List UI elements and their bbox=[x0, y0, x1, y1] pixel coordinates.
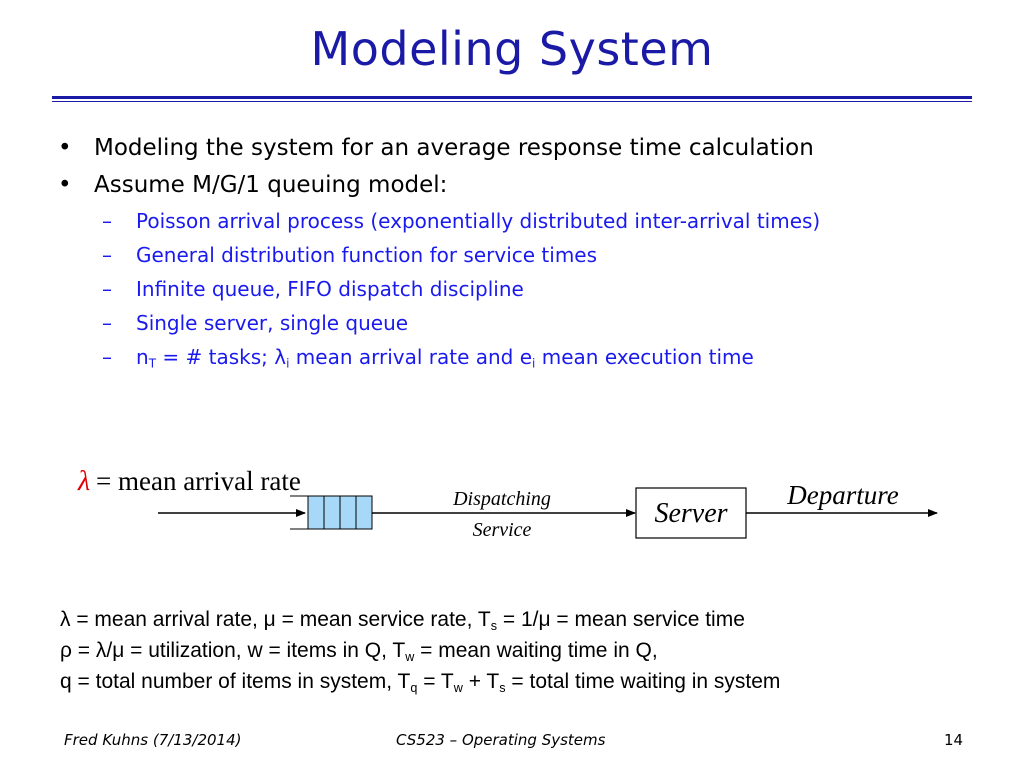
definition-subscript: w bbox=[453, 680, 463, 695]
tasks-text: = # tasks; λ bbox=[156, 345, 287, 369]
arrival-rate-label: = mean arrival rate bbox=[96, 466, 301, 496]
sub-bullet-dash: – bbox=[102, 209, 112, 233]
definition-text: = mean waiting time in Q, bbox=[414, 639, 658, 662]
lambda-symbol: λ bbox=[78, 466, 91, 497]
departure-label: Departure bbox=[787, 480, 899, 510]
service-label: Service bbox=[472, 519, 532, 541]
n-symbol: n bbox=[136, 345, 149, 369]
definition-subscript: q bbox=[410, 680, 418, 695]
definition-subscript: s bbox=[499, 680, 506, 695]
sub-bullet-dash: – bbox=[102, 311, 112, 335]
sub-bullet-text: Poisson arrival process (exponentially distributed inter-arrival times) bbox=[136, 209, 821, 233]
queue-slot bbox=[308, 496, 324, 529]
slide-title: Modeling System bbox=[310, 22, 714, 76]
queue-slot bbox=[340, 496, 356, 529]
page-number: 14 bbox=[944, 731, 964, 749]
dispatching-label: Dispatching bbox=[453, 488, 551, 510]
footer-course: CS523 – Operating Systems bbox=[396, 731, 606, 749]
bullet-dot: • bbox=[58, 135, 72, 161]
sub-bullet-text: Infinite queue, FIFO dispatch discipline bbox=[136, 277, 524, 301]
queue-buffer bbox=[308, 496, 372, 529]
bullet-dot: • bbox=[58, 172, 72, 198]
definition-line bbox=[60, 635, 780, 666]
bullet-text: Modeling the system for an average response time calculation bbox=[94, 135, 814, 161]
queue-slot bbox=[324, 496, 340, 529]
e-subscript: i bbox=[532, 356, 536, 371]
arrival-text: mean arrival rate and e bbox=[289, 345, 533, 369]
definition-text: λ = mean arrival rate, μ = mean service rate, T bbox=[60, 608, 491, 631]
queue-slot bbox=[356, 496, 372, 529]
sub-bullet-dash: – bbox=[102, 345, 112, 369]
definition-text: q = total number of items in system, T bbox=[60, 670, 411, 693]
execution-text: mean execution time bbox=[535, 345, 754, 369]
server-label: Server bbox=[654, 498, 728, 529]
definition-subscript: w bbox=[405, 649, 415, 664]
sub-bullet-text: General distribution function for service times bbox=[136, 243, 598, 267]
footer-author: Fred Kuhns (7/13/2014) bbox=[64, 731, 242, 749]
definition-subscript: s bbox=[490, 618, 498, 633]
definition-line bbox=[60, 604, 780, 635]
n-subscript: T bbox=[148, 356, 157, 371]
definition-text: + T bbox=[462, 670, 500, 693]
sub-bullet-dash: – bbox=[102, 277, 112, 301]
bullet-text: Assume M/G/1 queuing model: bbox=[94, 172, 448, 198]
sub-bullet-text: Single server, single queue bbox=[136, 311, 409, 335]
definition-line bbox=[60, 666, 780, 697]
definition-text: = T bbox=[417, 670, 454, 693]
lambda-subscript: i bbox=[286, 356, 290, 371]
definition-text: ρ = λ/μ = utilization, w = items in Q, T bbox=[60, 639, 406, 662]
definition-text: = 1/μ = mean service time bbox=[497, 608, 745, 631]
definitions bbox=[60, 604, 780, 697]
definition-text: = total time waiting in system bbox=[505, 670, 781, 693]
sub-bullet-dash: – bbox=[102, 243, 112, 267]
